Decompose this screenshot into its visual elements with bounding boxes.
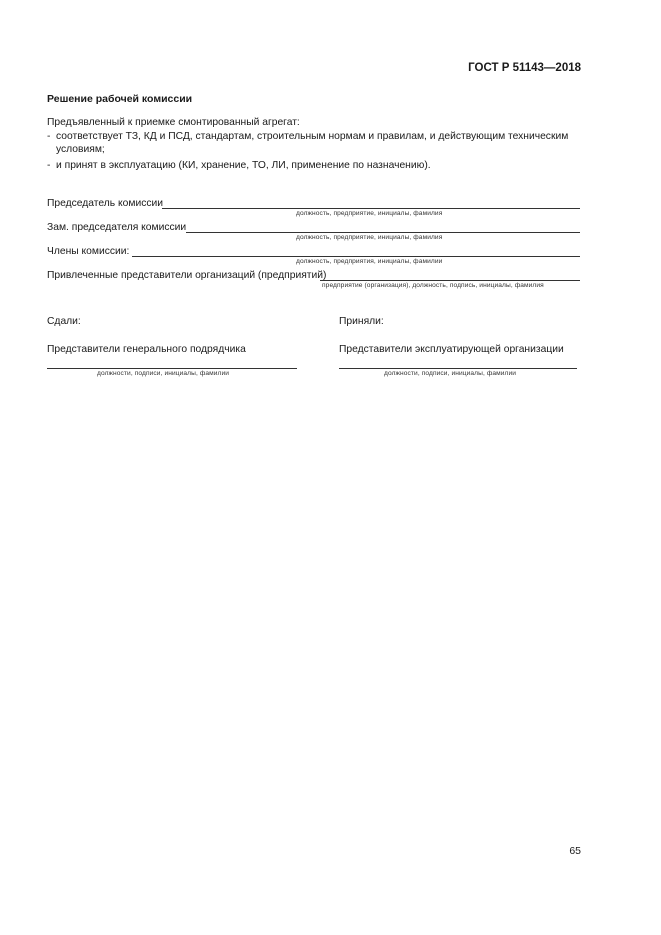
page-number: 65 (569, 845, 581, 857)
list-item (47, 159, 587, 172)
deputy-caption: должность, предприятие, инициалы, фамилия (296, 234, 443, 241)
members-label: Члены комиссии: (47, 246, 130, 257)
representatives-label: Привлеченные представители организаций (предприятий) (47, 270, 327, 281)
intro-paragraph: Предъявленный к приемке смонтированный агрегат: (47, 117, 300, 128)
list-item (47, 130, 587, 156)
accepted-caption: должности, подписи, инициалы, фамилии (384, 370, 517, 377)
list-dash: - (47, 160, 51, 171)
delivered-signature-line[interactable] (47, 368, 297, 369)
delivered-caption: должности, подписи, инициалы, фамилии (97, 370, 230, 377)
representatives-signature-line[interactable] (320, 280, 580, 281)
members-caption: должность, предприятия, инициалы, фамилии (296, 258, 443, 265)
chairman-label: Председатель комиссии (47, 198, 163, 209)
list-item-text: соответствует ТЗ, КД и ПСД, стандартам, строительным нормам и правилам, и действующим техническим условиям; (56, 131, 569, 155)
members-signature-line[interactable] (132, 256, 580, 257)
deputy-signature-line[interactable] (186, 232, 580, 233)
deputy-label: Зам. председателя комиссии (47, 222, 187, 233)
chairman-signature-line[interactable] (162, 208, 580, 209)
accepted-heading: Приняли: (339, 316, 384, 327)
delivered-heading: Сдали: (47, 316, 81, 327)
accepted-party: Представители эксплуатирующей организации (339, 344, 564, 355)
list-item-text: и принят в эксплуатацию (КИ, хранение, ТО, ЛИ, применение по назначению). (56, 160, 431, 171)
list-dash: - (47, 131, 51, 142)
standard-code: ГОСТ Р 51143—2018 (468, 62, 581, 74)
delivered-party: Представители генерального подрядчика (47, 344, 246, 355)
chairman-caption: должность, предприятие, инициалы, фамилия (296, 210, 443, 217)
section-title: Решение рабочей комиссии (47, 93, 193, 105)
accepted-signature-line[interactable] (339, 368, 577, 369)
representatives-caption: предприятие (организация), должность, подпись, инициалы, фамилия (322, 282, 544, 289)
